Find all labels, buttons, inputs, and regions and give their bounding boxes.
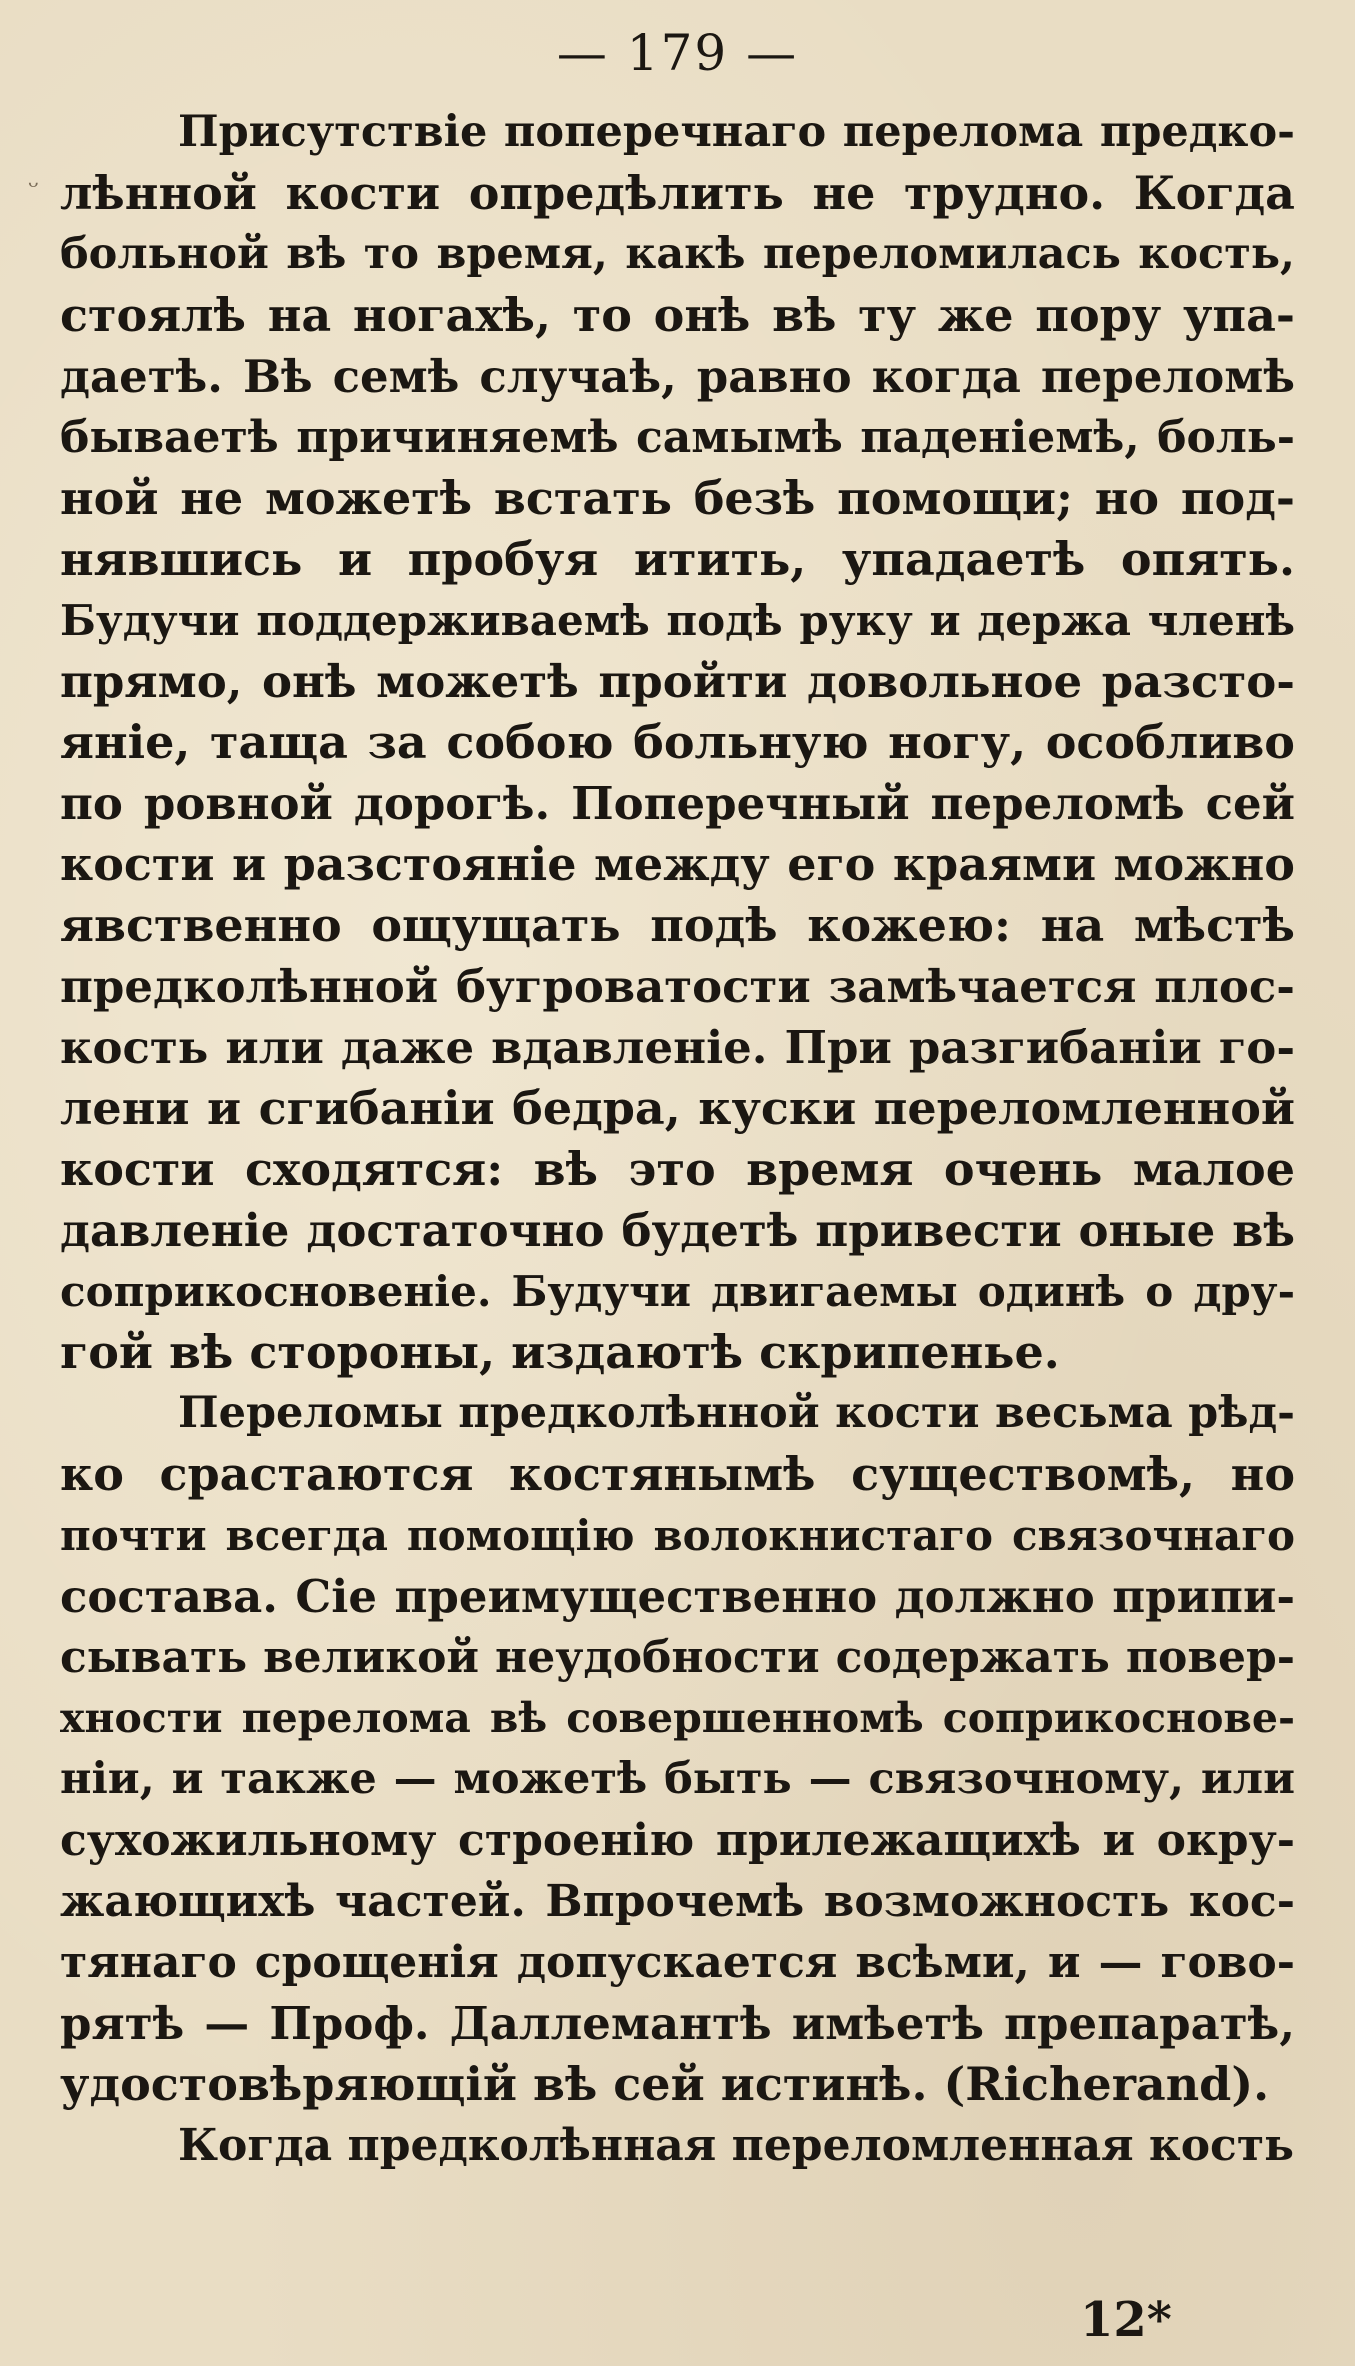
text-line: тянаго срощенія допускается всѣми, и — гово- (60, 1937, 1295, 1988)
text-line: предколѣнной бугроватости замѣчается плос- (60, 960, 1295, 1013)
text-line: больной вѣ то время, какѣ переломилась кость, (60, 229, 1295, 279)
text-line: лѣнной кости опредѣлить не трудно. Когда (60, 166, 1295, 220)
text-line: рятѣ — Проф. Даллемантѣ имѣетѣ препаратѣ, (60, 1997, 1295, 2050)
text-line: сывать великой неудобности содержать повер- (60, 1632, 1295, 1683)
text-line: яніе, тащa за собою больную ногу, особливо (60, 715, 1295, 769)
text-line: состава. Сіе преимущественно должно припи- (60, 1570, 1295, 1623)
text-line: по ровной дорогѣ. Поперечный переломѣ сей (60, 777, 1295, 830)
text-line: соприкосновеніе. Будучи двигаемы одинѣ о дру- (60, 1267, 1295, 1316)
page-number: — 179 — (556, 24, 799, 82)
text-line: жающихѣ частей. Впрочемѣ возможность кос- (60, 1876, 1295, 1927)
text-line: кость или даже вдавленіе. При разгибаніи го- (60, 1021, 1295, 1074)
text-line: гой вѣ стороны, издаютѣ скрипенье. (60, 1325, 1060, 1379)
printer-signature: 12* (1080, 2292, 1172, 2348)
text-line: ной не можетѣ встать безѣ помощи; но под- (60, 471, 1295, 525)
text-line: Будучи поддерживаемѣ подѣ руку и держа членѣ (60, 596, 1295, 645)
text-line: нявшись и пробуя итить, упадаетѣ опять. (60, 532, 1295, 586)
margin-mark: ᵕ (28, 170, 39, 203)
text-line: ніи, и также — можетѣ быть — связочному, или (60, 1754, 1295, 1804)
text-line: стоялѣ на ногахѣ, то онѣ вѣ ту же пору упа- (60, 288, 1295, 342)
text-line: бываетѣ причиняемѣ самымѣ паденіемѣ, боль- (60, 412, 1295, 463)
text-line: ко срастаются костянымѣ существомѣ, но (60, 1447, 1295, 1501)
text-line: кости и разстояніе между его краями можно (60, 837, 1295, 891)
text-line: лени и сгибаніи бедра, куски переломленной (60, 1081, 1295, 1135)
text-line: удостовѣряющій вѣ сей истинѣ. (Richerand). (60, 2057, 1270, 2111)
text-line: даетѣ. Вѣ семѣ случаѣ, равно когда переломѣ (60, 350, 1295, 403)
text-line: Когда предколѣнная переломленная кость (178, 2120, 1294, 2171)
text-line: явственно ощущать подѣ кожею: на мѣстѣ (60, 898, 1295, 952)
text-line: Присутствіе поперечнаго перелома предко- (178, 107, 1295, 157)
text-line: хности перелома вѣ совершенномѣ соприкоснове- (60, 1694, 1295, 1742)
text-line: прямо, онѣ можетѣ пройти довольное разсто- (60, 655, 1295, 708)
text-line: Переломы предколѣнной кости весьма рѣд- (178, 1388, 1295, 1438)
text-line: сухожильному строенію прилежащихѣ и окру- (60, 1815, 1295, 1866)
text-line: почти всегда помощію волокнистаго связочнаго (60, 1511, 1295, 1560)
body-text (60, 102, 1295, 2176)
text-line: давленіе достаточно будетѣ привести оные вѣ (60, 1204, 1295, 1257)
text-line: кости сходятся: вѣ это время очень малое (60, 1142, 1295, 1196)
